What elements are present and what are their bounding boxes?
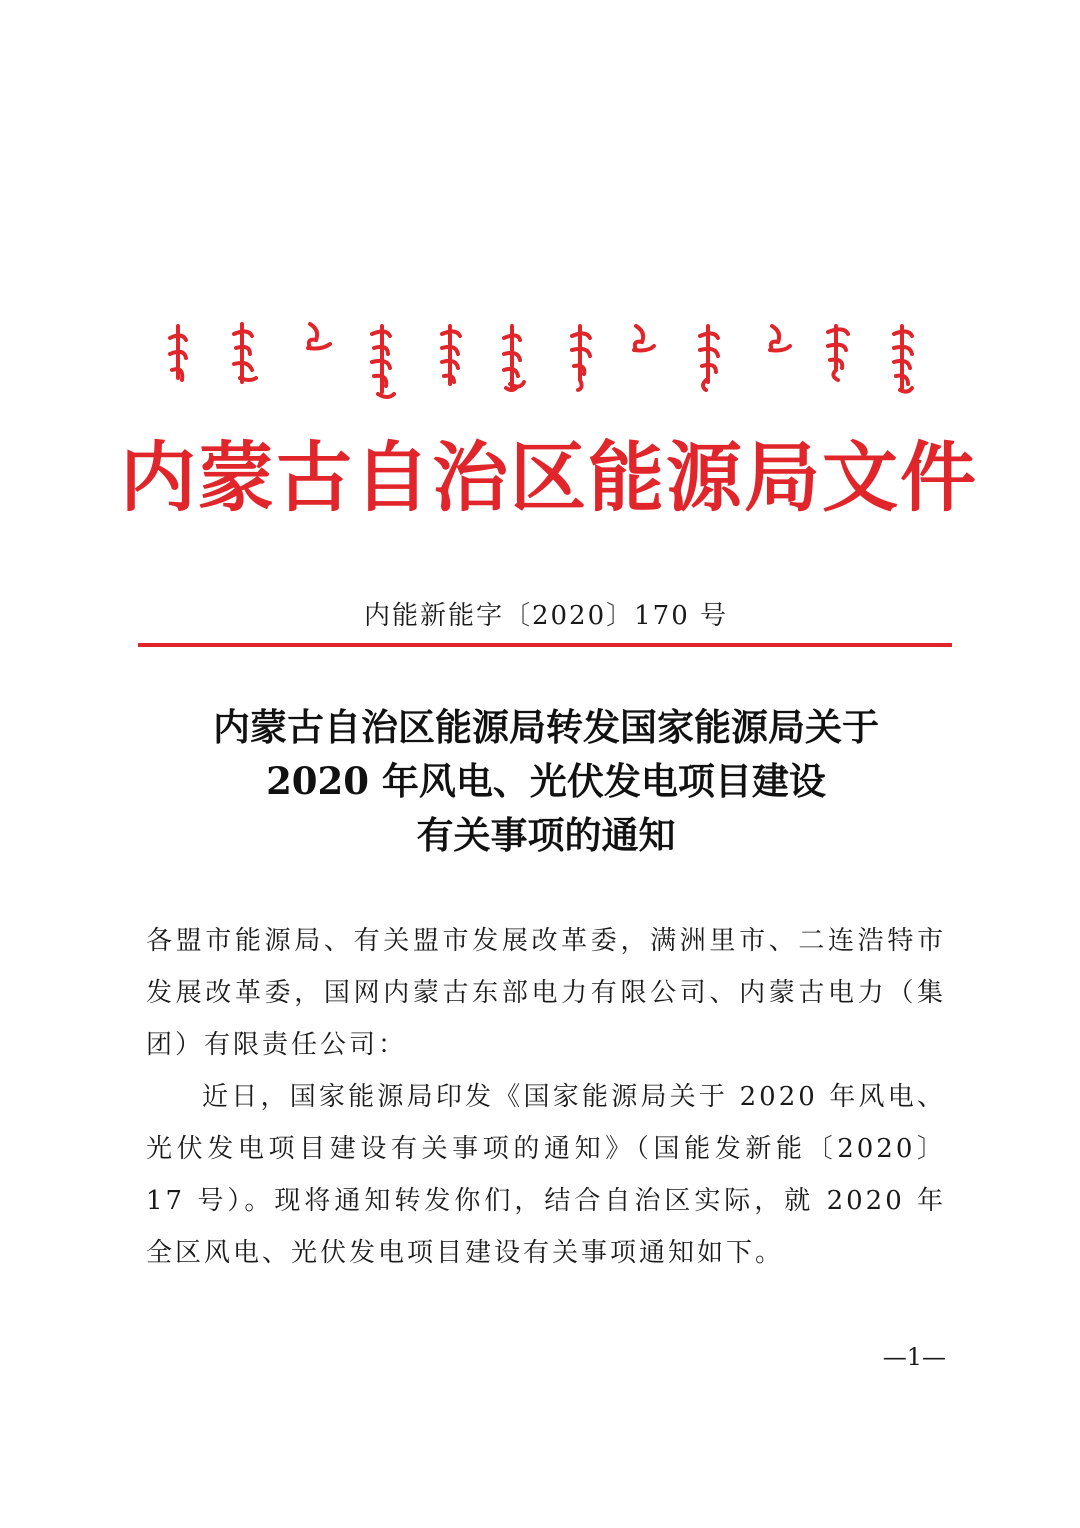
notice-title-line-1: 内蒙古自治区能源局转发国家能源局关于: [213, 705, 879, 749]
body-paragraph: 近日，国家能源局印发《国家能源局关于 2020 年风电、光伏发电项目建设有关事项的通知》（国能发新能〔2020〕17 号）。现将通知转发你们，结合自治区实际，就 2020 年全区风电、光伏发电项目建设有关事项通知如下。: [146, 1082, 946, 1268]
notice-title-line-3: 有关事项的通知: [416, 813, 676, 857]
document-number: 内能新能字〔2020〕170 号: [363, 601, 729, 631]
red-divider-line: [138, 643, 952, 647]
mongolian-script-graphic: [160, 318, 920, 408]
document-body: [146, 915, 946, 1279]
notice-title: [140, 700, 952, 862]
issuer-title: 内蒙古自治区能源局文件: [120, 433, 978, 522]
recipients-paragraph: 各盟市能源局、有关盟市发展改革委，满洲里市、二连浩特市发展改革委，国网内蒙古东部电力有限公司、内蒙古电力（集团）有限责任公司：: [146, 926, 946, 1060]
mongolian-script-header: [160, 318, 920, 408]
page-number: —1—: [882, 1343, 946, 1371]
notice-title-line-2: 2020 年风电、光伏发电项目建设: [266, 759, 826, 803]
